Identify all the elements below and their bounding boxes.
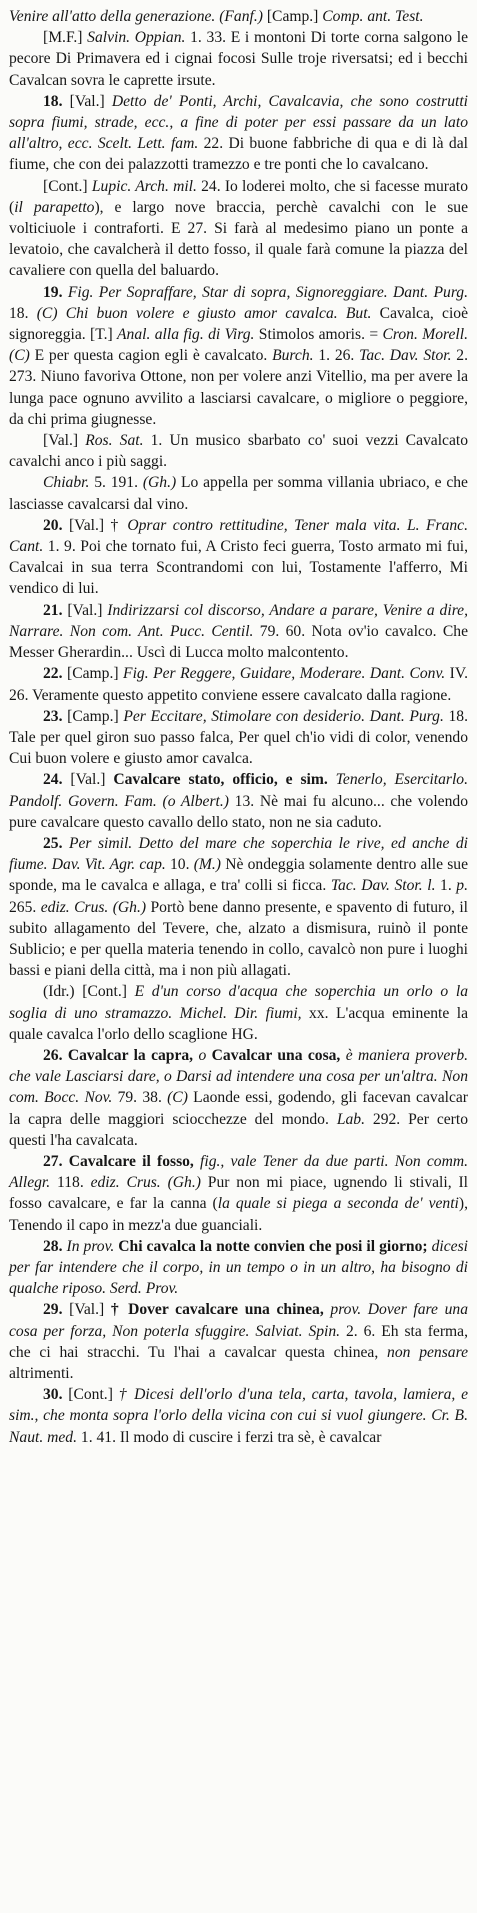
- text-run: 1. 41. Il modo di cuscire i ferzi tra sè, è cavalcar: [77, 1428, 382, 1446]
- entry-paragraph: [9, 600, 468, 664]
- text-run: IV. 26. Veramente questo appetito conviene essere cavalcato dalla ragione.: [9, 665, 468, 704]
- bold-run: 28.: [43, 1237, 63, 1255]
- italic-run: Lab.: [336, 1110, 365, 1128]
- text-run: [M.F.]: [43, 29, 88, 47]
- italic-run: Tac. Dav. Stor. l.: [330, 877, 436, 895]
- bold-run: 21.: [43, 601, 63, 619]
- entry-paragraph: [9, 27, 468, 91]
- italic-run: (Gh.): [142, 474, 177, 492]
- text-run: [328, 771, 336, 788]
- text-run: Cavalca, cioè signoreggia. [T.]: [9, 304, 468, 344]
- entry-paragraph: [9, 472, 468, 514]
- text-run: 22. Di buone fabbriche di qua e di là dal fiume, che con dei palazzotti tramezzo e tre ponti che lo cavalcano.: [9, 135, 468, 174]
- text-run: 1. 26.: [313, 347, 360, 365]
- italic-run: prov. Dover fare una cosa per forza, Non poterla sfuggire. Salviat. Spin.: [9, 1301, 468, 1340]
- italic-run: la quale si piega a seconda de' venti: [217, 1195, 459, 1213]
- entry-paragraph: [9, 91, 468, 176]
- italic-run: Chiabr.: [43, 474, 90, 492]
- text-run: Nè ondeggia solamente dentro alle sue sponde, ma le cavalca e allaga, e tra' colli si ficca.: [9, 856, 468, 895]
- text-run: 1.: [435, 877, 457, 895]
- text-run: Pur non mi piace, ugnendo li stivali, Il fosso cavalcare, e far la canna (: [9, 1174, 468, 1213]
- italic-run: Comp. ant. Test.: [322, 8, 424, 25]
- italic-run: (M.): [193, 856, 221, 874]
- bold-run: 30.: [43, 1386, 63, 1404]
- bold-run: Chi cavalca la notte convien che posi il giorno;: [118, 1237, 428, 1255]
- bold-run: 20.: [43, 516, 63, 534]
- italic-run: Lupic. Arch. mil.: [91, 177, 197, 195]
- bold-run: 25.: [43, 834, 63, 852]
- italic-run: Oprar contro rettitudine, Tener mala vita. L. Franc. Cant.: [9, 516, 469, 556]
- italic-run: ediz. Crus. (Gh.): [90, 1174, 201, 1192]
- entry-paragraph: [9, 981, 468, 1045]
- entry-paragraph: [9, 1384, 468, 1448]
- entry-paragraph: [9, 706, 468, 770]
- text-run: 79. 60. Nota ov'io cavalco. Che Messer Gherardin... Uscì di Lucca molto malcontento.: [9, 622, 468, 662]
- italic-run: dicesi per far intendere che il corpo, in un tempo o in un altro, ha bisogno di qualche riposo. Serd. Prov.: [9, 1237, 468, 1298]
- text-run: [Val.]: [62, 92, 112, 110]
- text-run: [Cont.]: [43, 177, 92, 195]
- text-run: 2. 273. Niuno favoriva Ottone, non per volere anzi Vitellio, ma per avere la lunga pace ognuno avvilito a lasciarsi cavalcare, o migliore o peggiore, da chi prima giugnesse.: [9, 347, 468, 428]
- italic-run: Tenerlo, Esercitarlo. Pandolf. Govern. Fam. (o Albert.): [9, 771, 468, 810]
- entry-paragraph: [9, 833, 468, 981]
- text-run: Stimolos amoris. =: [254, 326, 383, 344]
- text-run: [Val.]: [43, 432, 86, 450]
- text-run: 118.: [50, 1174, 91, 1192]
- text-run: xx. L'acqua eminente la quale cavalca l'orlo dello scaglione HG.: [9, 1004, 469, 1043]
- italic-run: Venire all'atto della generazione. (Fanf.): [9, 8, 267, 25]
- italic-run: Tac. Dav. Stor.: [359, 347, 452, 365]
- italic-run: Detto de' Ponti, Archi, Cavalcavia, che sono costrutti sopra fiumi, strade, ecc., a fine di poter per essi passare da un lato all'altro, ecc. Scelt. Lett. fam.: [9, 92, 468, 153]
- bold-run: Cavalcare stato, officio, e sim.: [113, 771, 328, 789]
- entry-paragraph: [9, 1045, 468, 1151]
- italic-run: il parapetto: [14, 198, 95, 216]
- bold-run: Cavalcar la capra,: [67, 1046, 194, 1064]
- entry-paragraph: [9, 176, 468, 282]
- bold-run: 19.: [43, 283, 63, 301]
- text-run: 1. 9. Poi che tornato fui, A Cristo feci guerra, Tosto armato mi fui, Cavalcai in sua terra Scontrandomi con lui, Tostamente l'afferro, Mi vendico di lui.: [9, 538, 468, 598]
- text-run: 24. Io loderei molto, che si facesse murato (: [9, 177, 468, 216]
- text-run: [Val.]: [62, 1301, 111, 1319]
- text-run: [Camp.]: [62, 665, 124, 683]
- entry-paragraph: [9, 282, 468, 430]
- italic-run: Ros. Sat.: [85, 432, 144, 450]
- entry-paragraph: [9, 1151, 468, 1236]
- text-run: Lo appella per somma villania ubriaco, e che lasciasse cavalcarsi dal vino.: [9, 474, 468, 513]
- text-run: 13. Nè mai fu alcuno... che volendo pure cavalcare questo cavallo dello stato, non ne sia caduto.: [9, 792, 468, 831]
- italic-run: Fig. Per Reggere, Guidare, Moderare. Dant. Conv.: [123, 665, 446, 683]
- text-run: 18. Tale per quel giron suo passo falca, Per quel ch'io vidi di color, venendo Cui buon volere e giusto amor cavalca.: [9, 707, 468, 768]
- text-run: 265.: [9, 898, 41, 916]
- text-run: [Val.] †: [62, 516, 128, 534]
- text-run: ), e largo nove braccia, perchè cavalchi con le sue volticiuole i contraforti. E 27. Si farà al medesimo piano un ponte a levatoio, che cavalcherà il detto fosso, il quale farà comune la piazza del cavaliere con quella del baluardo.: [9, 198, 468, 280]
- italic-run: Salvin. Oppian.: [87, 29, 186, 47]
- text-run: [Cont.]: [62, 1386, 119, 1404]
- text-run: [Val.]: [62, 601, 108, 619]
- italic-run: Per simil. Detto del mare che soperchia le rive, ed anche di fiume. Dav. Vit. Agr. cap.: [9, 834, 468, 874]
- entry-paragraph: [9, 663, 468, 705]
- italic-run: è maniera proverb. che vale Lasciarsi dare, o Darsi ad intendere una cosa per un'altra. Non com. Bocc. Nov.: [9, 1046, 469, 1107]
- text-run: 79. 38.: [112, 1089, 168, 1107]
- text-run: 5. 191.: [89, 474, 143, 492]
- entry-paragraph: [9, 430, 468, 472]
- entry-paragraph: [9, 769, 468, 833]
- text-run: altrimenti.: [9, 1365, 74, 1382]
- italic-run: E d'un corso d'acqua che soperchia un orlo o la soglia di uno stramazzo. Michel. Dir. fiumi,: [9, 983, 468, 1022]
- italic-run: ediz. Crus. (Gh.): [40, 898, 147, 916]
- text-run: [Camp.]: [62, 707, 124, 725]
- bold-run: 27.: [43, 1152, 63, 1170]
- text-column: [9, 6, 468, 1448]
- italic-run: non pensare: [387, 1343, 468, 1361]
- italic-run: Cron. Morell. (C): [9, 326, 468, 365]
- italic-run: (C): [167, 1089, 188, 1107]
- bold-run: 29.: [43, 1301, 63, 1319]
- text-run: 10.: [165, 856, 194, 874]
- italic-run: (C) Chi buon volere e giusto amor cavalca. But.: [36, 304, 372, 322]
- italic-run: Indirizzarsi col discorso, Andare a parare, Venire a dire, Narrare. Non com. Ant. Pucc. Centil.: [9, 601, 468, 640]
- italic-run: Burch.: [272, 347, 314, 365]
- bold-run: † Dover cavalcare una chinea,: [110, 1301, 324, 1319]
- italic-run: Anal. alla fig. di Virg.: [117, 326, 255, 344]
- text-run: 18.: [9, 304, 37, 322]
- bold-run: 23.: [43, 707, 63, 725]
- italic-run: In prov.: [66, 1237, 115, 1255]
- text-run: ), Tenendo il capo in mezz'a due guanciali.: [9, 1195, 468, 1234]
- entry-paragraph: [9, 1236, 468, 1300]
- bold-run: 24.: [43, 771, 63, 789]
- text-run: 292. Per certo questi l'ha cavalcata.: [9, 1110, 469, 1149]
- italic-run: † Dicesi dell'orlo d'una tela, carta, tavola, lamiera, e sim., che monta sopra l'orlo della vicina con cui si vuol giungere. Cr. B. Naut. med.: [9, 1386, 468, 1446]
- bold-run: 18.: [43, 92, 63, 110]
- text-run: [Val.]: [62, 771, 114, 789]
- text-run: 2. 6. Eh sta ferma, che ci hai stracchi. Tu l'hai a cavalcar questa chinea,: [9, 1322, 468, 1361]
- bold-run: 22.: [43, 665, 63, 683]
- italic-run: Per Eccitare, Stimolare con desiderio. Dant. Purg.: [123, 707, 444, 725]
- italic-run: o: [198, 1046, 207, 1064]
- bold-run: 26.: [43, 1046, 63, 1064]
- text-run: [Camp.]: [266, 8, 323, 25]
- text-run: E per questa cagion egli è cavalcato.: [29, 347, 273, 365]
- entry-paragraph: [9, 6, 468, 27]
- italic-run: p.: [456, 877, 468, 895]
- italic-run: fig., vale Tener da due parti. Non comm. Allegr.: [9, 1152, 469, 1192]
- text-run: Laonde essi, godendo, gli facevan cavalcar la capra delle maggiori sciocchezze del mondo.: [9, 1089, 468, 1128]
- text-run: (Idr.) [Cont.]: [43, 983, 135, 1001]
- entry-paragraph: [9, 1299, 468, 1384]
- bold-run: Cavalcar una cosa,: [211, 1046, 341, 1064]
- italic-run: Fig. Per Sopraffare, Star di sopra, Signoreggiare. Dant. Purg.: [67, 283, 468, 301]
- entry-paragraph: [9, 515, 468, 600]
- text-run: 1. Un musico sbarbato co' suoi vezzi Cavalcato cavalchi anco i più saggi.: [9, 432, 469, 471]
- text-run: 1. 33. E i montoni Di torte corna salgono le pecore Di Primavera ed i cignai focosi Sulle troje riversatsi; ed i becchi Cavalcan sovra le caprette irsute.: [9, 29, 468, 89]
- text-run: Portò bene danno presente, e spavento di futuro, il subito allagamento del Tevere, che, alzato a dismisura, ruinò il ponte Sublicio; e per quella materia tenendo in collo, cavalcò non pure i luoghi bassi e piani della città, ma i non più allagati.: [9, 898, 468, 980]
- bold-run: Cavalcare il fosso,: [68, 1152, 194, 1170]
